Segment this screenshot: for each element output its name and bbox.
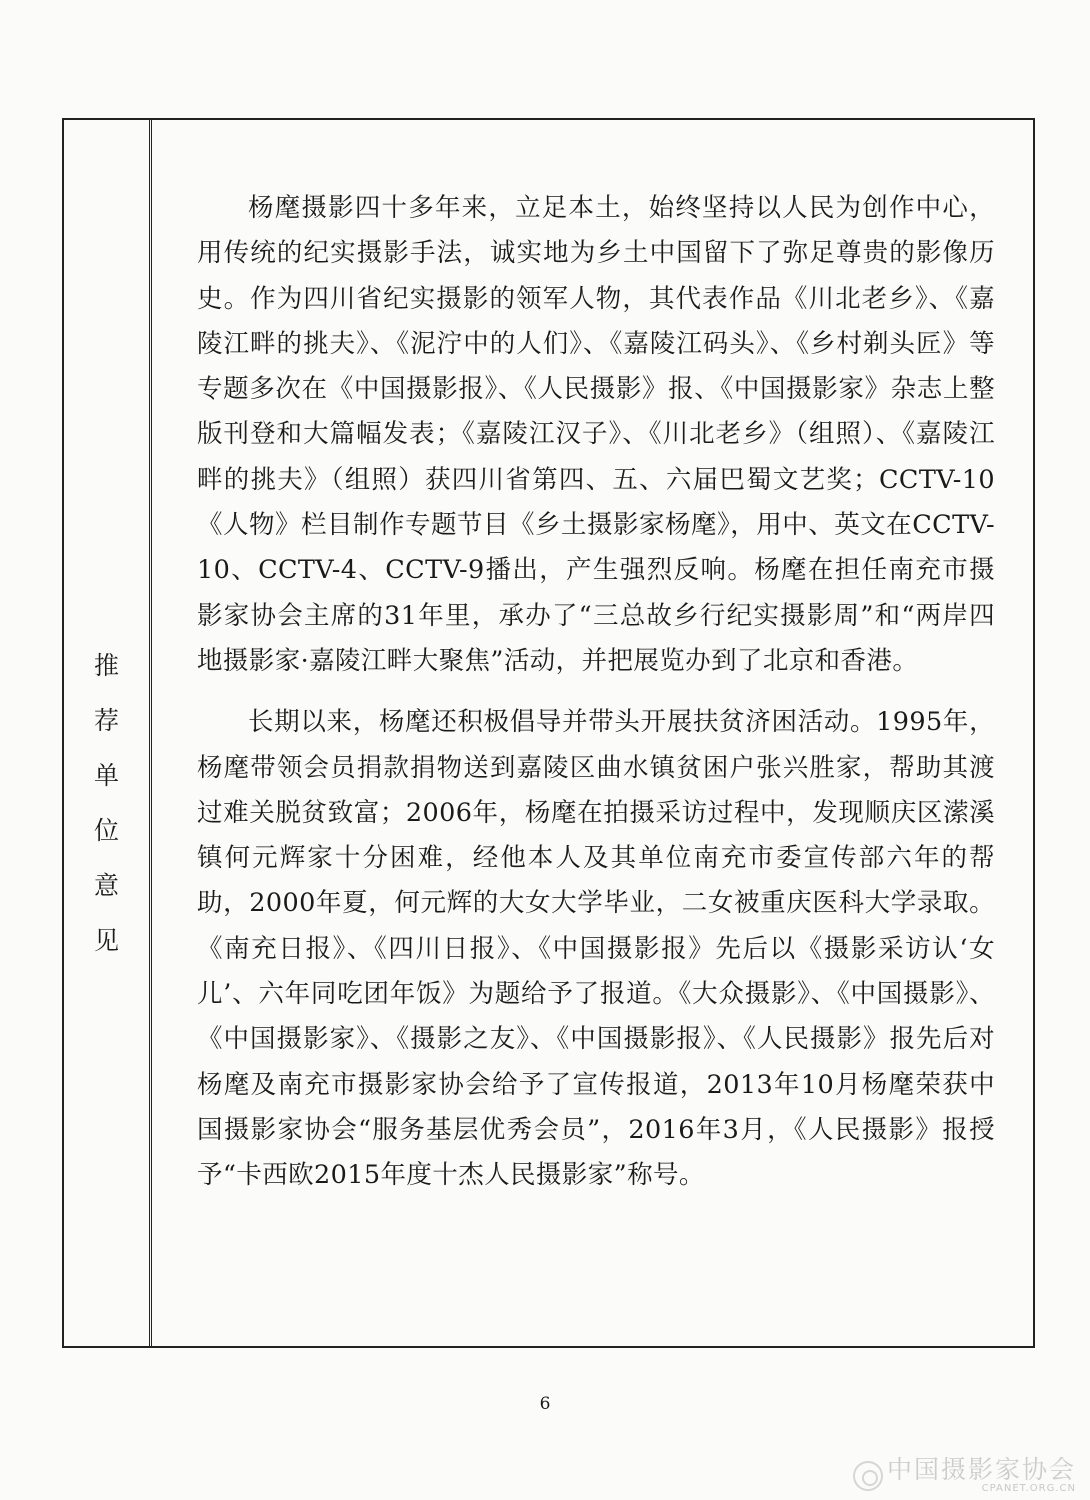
label-char: 荐: [93, 706, 119, 735]
opinion-paragraph-2: 长期以来，杨麾还积极倡导并带头开展扶贫济困活动。1995年，杨麾带领会员捐款捐物送到嘉陵区曲水镇贫困户张兴胜家，帮助其渡过难关脱贫致富；2006年，杨麾在拍摄采访过程中，发现顺庆区潆溪镇何元辉家十分困难，经他本人及其单位南充市委宣传部六年的帮助，2000年夏，何元辉的大女大学毕业，二女被重庆医科大学录取。《南充日报》、《四川日报》、《中国摄影报》先后以《摄影采访认‘女儿’、六年同吃团年饭》为题给予了报道。《大众摄影》、《中国摄影》、《中国摄影家》、《摄影之友》、《中国摄影报》、《人民摄影》报先后对杨麾及南充市摄影家协会给予了宣传报道，2013年10月杨麾荣获中国摄影家协会“服务基层优秀会员”，2016年3月，《人民摄影》报授予“卡西欧2015年度十杰人民摄影家”称号。: [197, 707, 995, 1191]
label-char: 意: [93, 871, 119, 900]
cpa-logo-icon: [853, 1461, 883, 1491]
watermark-text: [887, 1457, 1076, 1494]
label-recommending-unit-opinion: [64, 638, 149, 968]
recommendation-table: [62, 118, 1035, 1348]
opinion-content: [152, 120, 1033, 1346]
watermark-org-name: 中国摄影家协会: [886, 1455, 1076, 1484]
opinion-paragraph-1: 杨麾摄影四十多年来，立足本土，始终坚持以人民为创作中心，用传统的纪实摄影手法，诚实地为乡土中国留下了弥足尊贵的影像历史。作为四川省纪实摄影的领军人物，其代表作品《川北老乡》、《嘉陵江畔的挑夫》、《泥泞中的人们》、《嘉陵江码头》、《乡村剃头匠》等专题多次在《中国摄影报》、《人民摄影》报、《中国摄影家》杂志上整版刊登和大篇幅发表；《嘉陵江汉子》、《川北老乡》（组照）、《嘉陵江畔的挑夫》（组照）获四川省第四、五、六届巴蜀文艺奖；CCTV-10《人物》栏目制作专题节目《乡土摄影家杨麾》，用中、英文在CCTV-10、CCTV-4、CCTV-9播出，产生强烈反响。杨麾在担任南充市摄影家协会主席的31年里，承办了“三总故乡行纪实摄影周”和“两岸四地摄影家·嘉陵江畔大聚焦”活动，并把展览办到了北京和香港。: [197, 193, 995, 676]
watermark: [853, 1457, 1076, 1494]
watermark-url: CPANET.ORG.CN: [981, 1483, 1076, 1494]
label-char: 推: [93, 651, 119, 680]
label-char: 位: [93, 816, 119, 845]
label-char: 单: [93, 761, 119, 790]
label-column: [64, 120, 152, 1346]
label-char: 见: [93, 926, 119, 955]
page-number: 6: [539, 1394, 551, 1414]
